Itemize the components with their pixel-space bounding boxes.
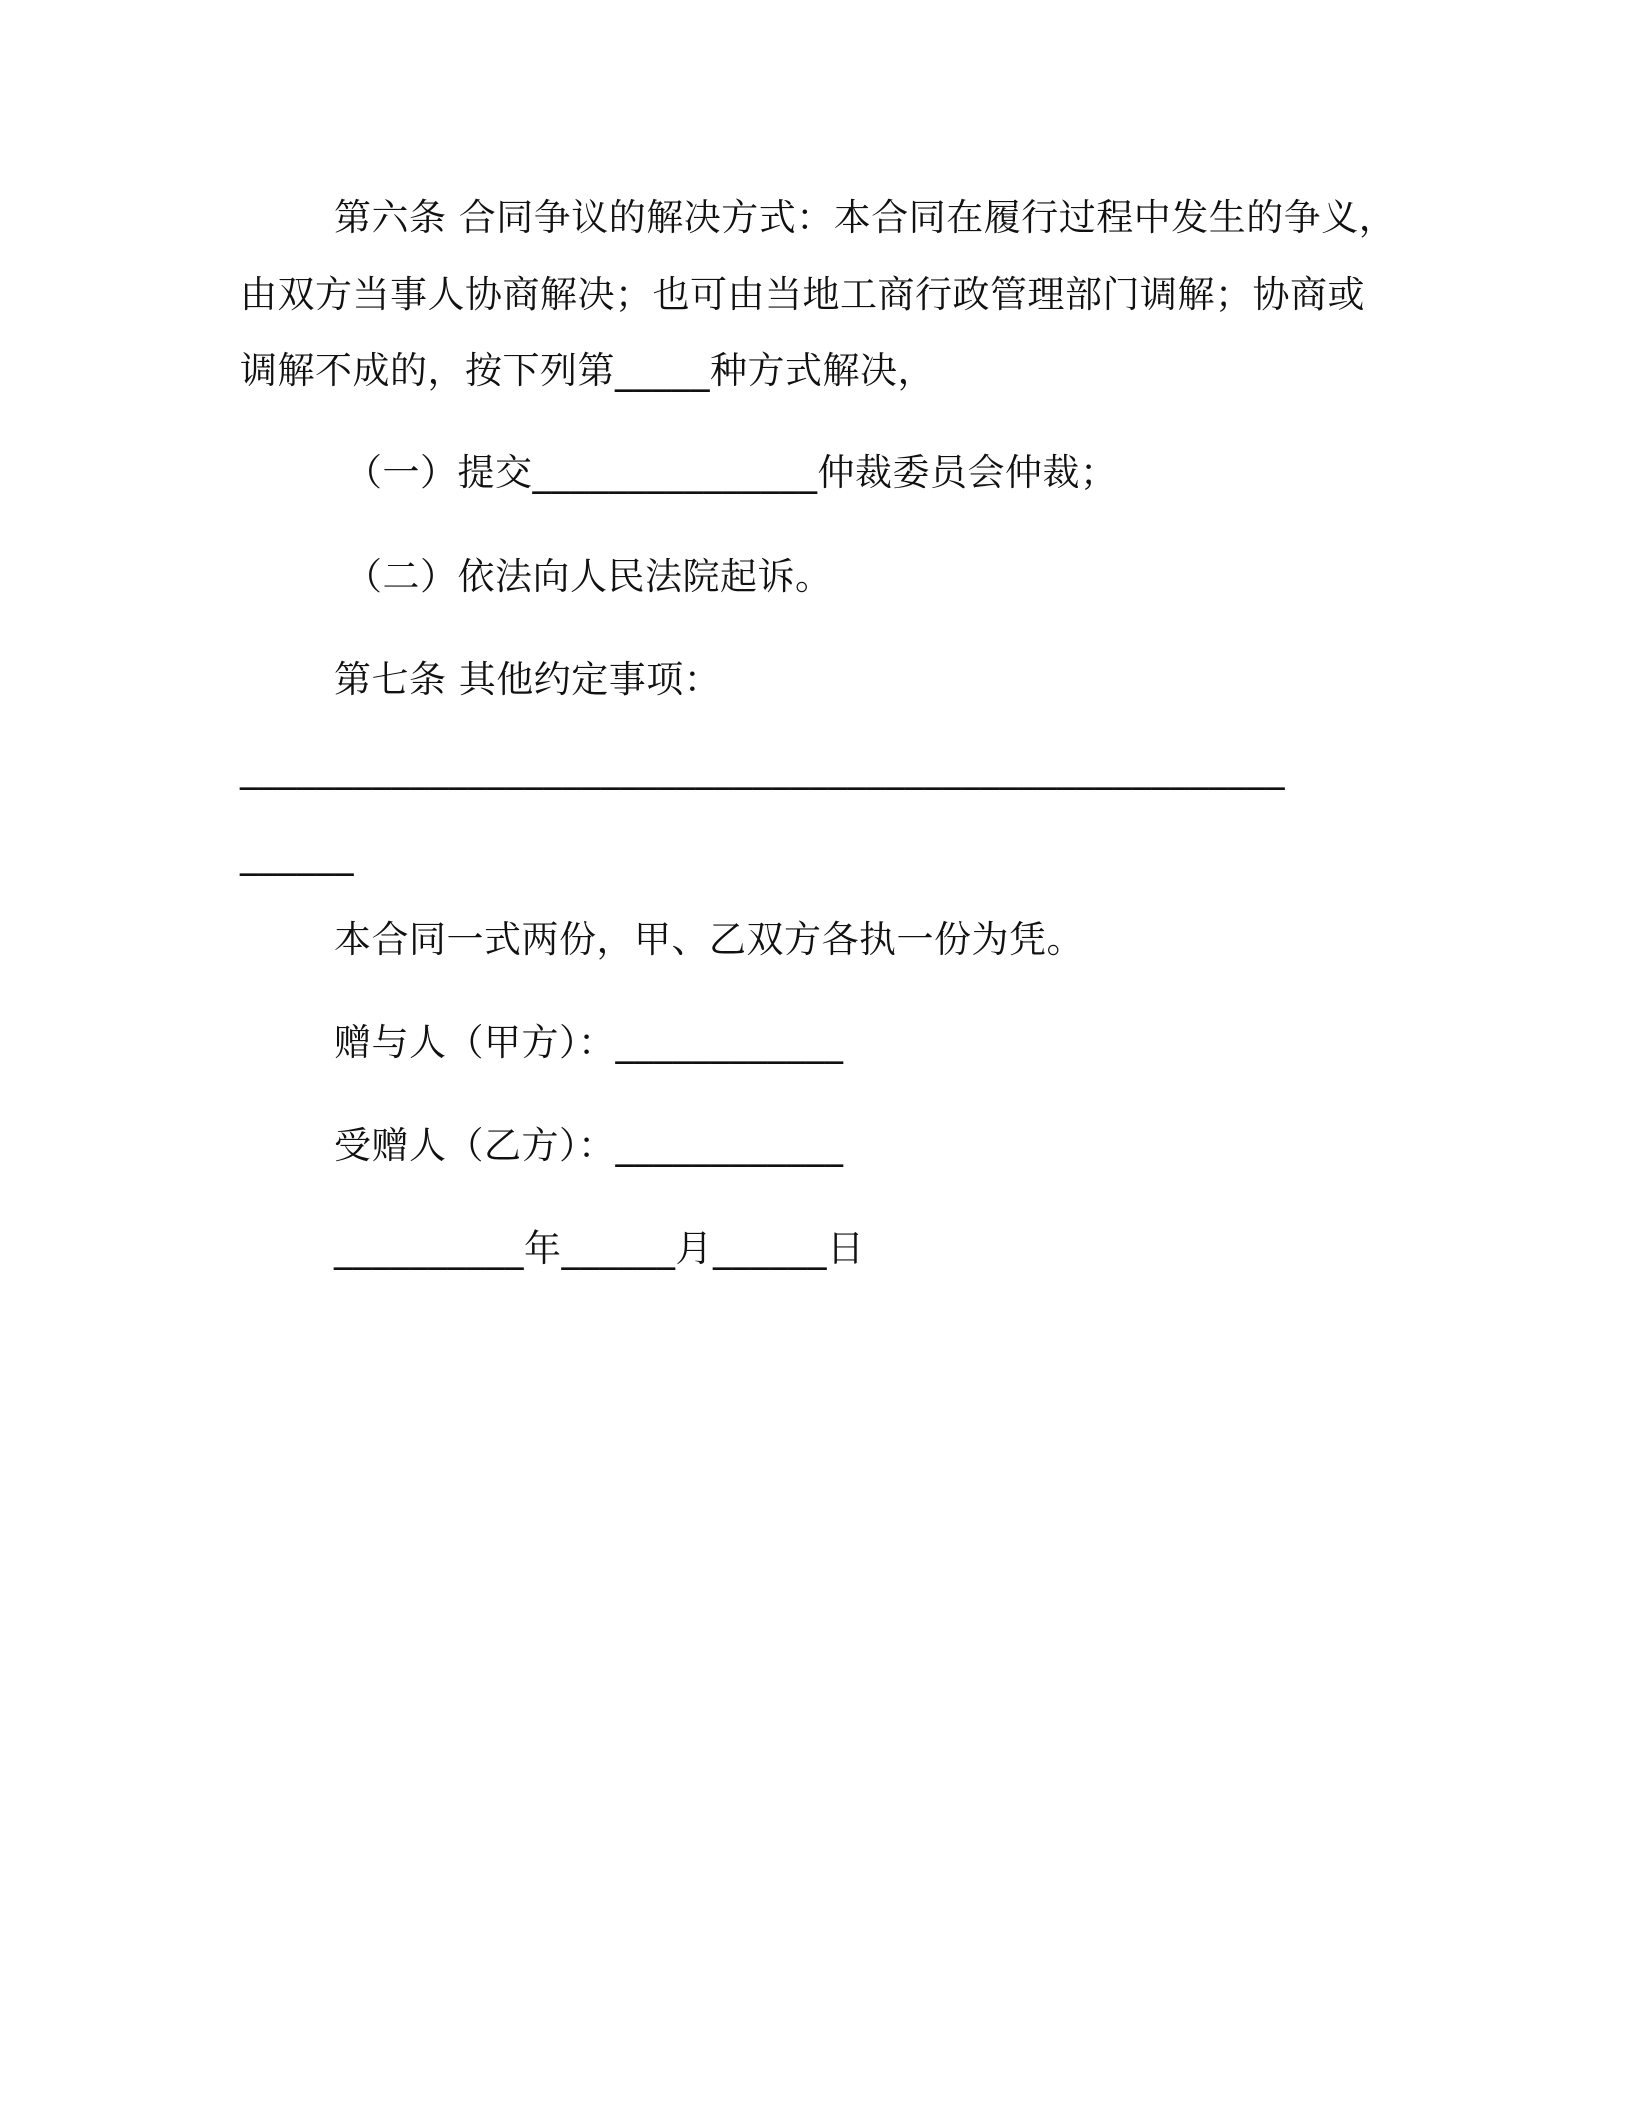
article6-line3: 调解不成的，按下列第_____种方式解决， xyxy=(240,349,935,392)
article6-option2: （二）依法向人民法院起诉。 xyxy=(345,555,833,598)
article6-line2: 由双方当事人协商解决；也可由当地工商行政管理部门调解；协商或 xyxy=(240,273,1365,316)
article6-option1: （一）提交_______________仲裁委员会仲裁； xyxy=(345,451,1118,494)
copies-clause: 本合同一式两份，甲、乙双方各执一份为凭。 xyxy=(334,918,1084,961)
donee-signature: 受赠人（乙方）：____________ xyxy=(334,1124,844,1167)
article7-blank-line1: _______________________________________________________ xyxy=(240,747,1285,790)
signature-date: __________年______月______日 xyxy=(334,1227,865,1270)
article7-heading: 第七条 其他约定事项： xyxy=(334,658,722,701)
article6-line1: 第六条 合同争议的解决方式：本合同在履行过程中发生的争义， xyxy=(334,196,1397,239)
donor-signature: 赠与人（甲方）：____________ xyxy=(334,1021,844,1064)
article7-blank-line2: ______ xyxy=(240,833,354,876)
